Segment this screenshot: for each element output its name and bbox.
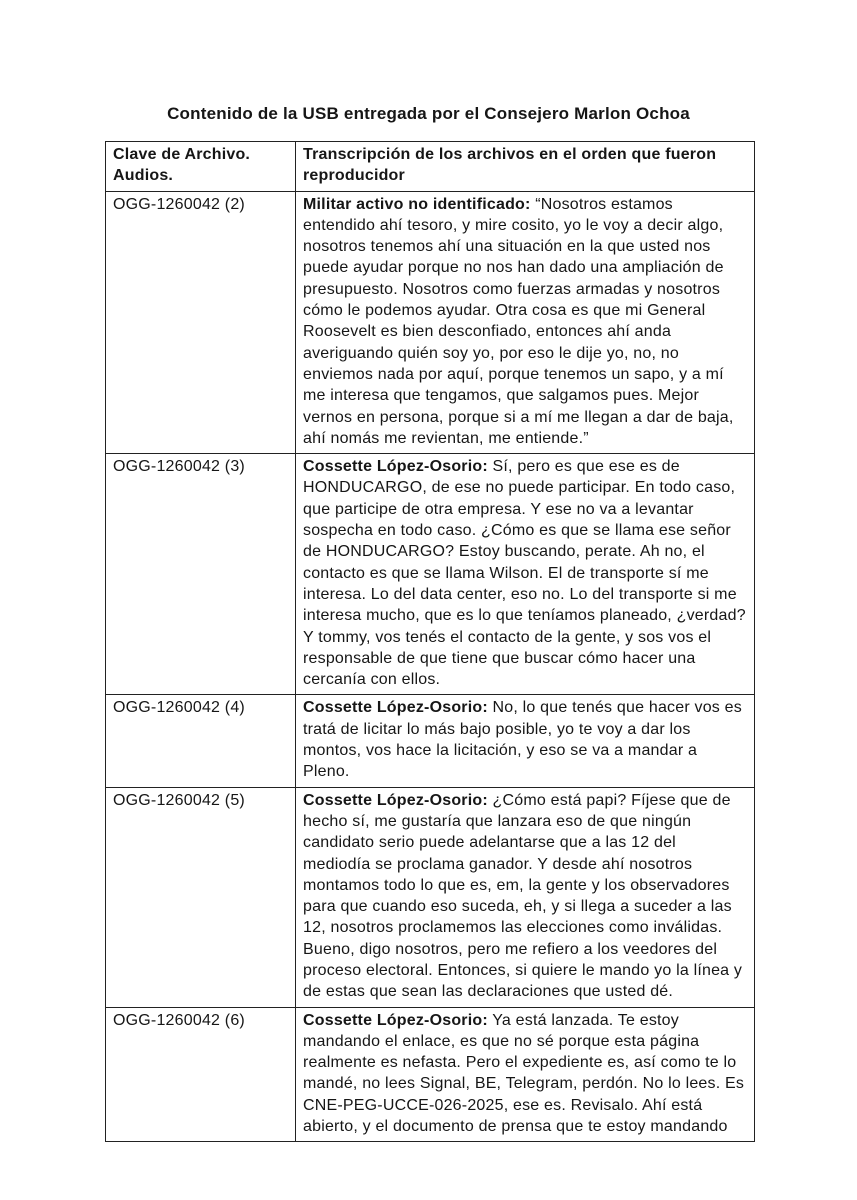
file-key: OGG-1260042 (5) bbox=[106, 787, 296, 1007]
transcription-cell bbox=[296, 191, 755, 454]
page-title: Contenido de la USB entregada por el Consejero Marlon Ochoa bbox=[167, 104, 690, 123]
column-header-clave-archivo: Clave de Archivo. Audios. bbox=[106, 142, 296, 192]
transcription-text: “Nosotros estamos entendido ahí tesoro, y mire cosito, yo le voy a decir algo, nosotros tenemos ahí una situación en la que usted nos puede ayudar porque no nos han dado una ampliación de presupuesto. Nosotros como fuerzas armadas y nosotros cómo le podemos ayudar. Otra cosa es que mi General Roosevelt es bien desconfiado, entonces ahí anda averiguando quién soy yo, por eso le dije yo, no, no enviemos nada por aquí, porque tenemos un sapo, y a mí me interesa que tengamos, que salgamos pues. Mejor vernos en persona, porque si a mí me llegan a dar de baja, ahí nomás me revientan, me entiende.” bbox=[303, 195, 734, 447]
table-row bbox=[106, 454, 755, 695]
transcription-text: ¿Cómo está papi? Fíjese que de hecho sí, me gustaría que lanzara eso de que ningún candidato serio puede adelantarse que a las 12 del mediodía se proclama ganador. Y desde ahí nosotros montamos todo lo que es, em, la gente y los observadores para que cuando eso suceda, eh, y si llega a suceder a las 12, nosotros proclamemos las elecciones como inválidas. Bueno, digo nosotros, pero me refiero a los veedores del proceso electoral. Entonces, si quiere le mando yo la línea y de estas que sean las declaraciones que usted dé. bbox=[303, 791, 743, 1001]
table-row bbox=[106, 191, 755, 454]
table-row bbox=[106, 787, 755, 1007]
transcription-text: Sí, pero es que ese es de HONDUCARGO, de ese no puede participar. En todo caso, que participe de otra empresa. Y ese no va a levantar sospecha en todo caso. ¿Cómo es que se llama ese señor de HONDUCARGO? Estoy buscando, perate. Ah no, el contacto es que se llama Wilson. El de transporte sí me interesa. Lo del data center, eso no. Lo del transporte si me interesa mucho, que es lo que teníamos planeado, ¿verdad? Y tommy, vos tenés el contacto de la gente, y sos vos el responsable de que tiene que buscar cómo hacer una cercanía con ellos. bbox=[303, 458, 746, 689]
speaker-name: Cossette López-Osorio: bbox=[303, 699, 488, 717]
transcription-cell bbox=[296, 1007, 755, 1142]
column-header-transcripcion: Transcripción de los archivos en el orden que fueron reproducidor bbox=[296, 142, 755, 192]
table-row bbox=[106, 1007, 755, 1142]
transcription-text: Ya está lanzada. Te estoy mandando el enlace, es que no sé porque esta página realmente es nefasta. Pero el expediente es, así como te lo mandé, no lees Signal, BE, Telegram, perdón. No lo lees. Es CNE-PEG-UCCE-026-2025, ese es. Revisalo. Ahí está abierto, y el documento de prensa que te estoy mandando bbox=[303, 1011, 745, 1136]
speaker-name: Cossette López-Osorio: bbox=[303, 1011, 488, 1029]
file-key: OGG-1260042 (3) bbox=[106, 454, 296, 695]
speaker-name: Cossette López-Osorio: bbox=[303, 791, 488, 809]
speaker-name: Cossette López-Osorio: bbox=[303, 458, 488, 476]
file-key: OGG-1260042 (6) bbox=[106, 1007, 296, 1142]
speaker-name: Militar activo no identificado: bbox=[303, 195, 531, 213]
table-row bbox=[106, 695, 755, 787]
transcription-text: No, lo que tenés que hacer vos es tratá de licitar lo más bajo posible, yo te voy a dar los montos, vos hace la licitación, y eso se va a mandar a Pleno. bbox=[303, 699, 742, 781]
file-key: OGG-1260042 (4) bbox=[106, 695, 296, 787]
transcription-cell bbox=[296, 695, 755, 787]
transcription-table bbox=[105, 141, 755, 1142]
table-header-row bbox=[106, 142, 755, 192]
transcription-cell bbox=[296, 787, 755, 1007]
transcription-cell bbox=[296, 454, 755, 695]
file-key: OGG-1260042 (2) bbox=[106, 191, 296, 454]
